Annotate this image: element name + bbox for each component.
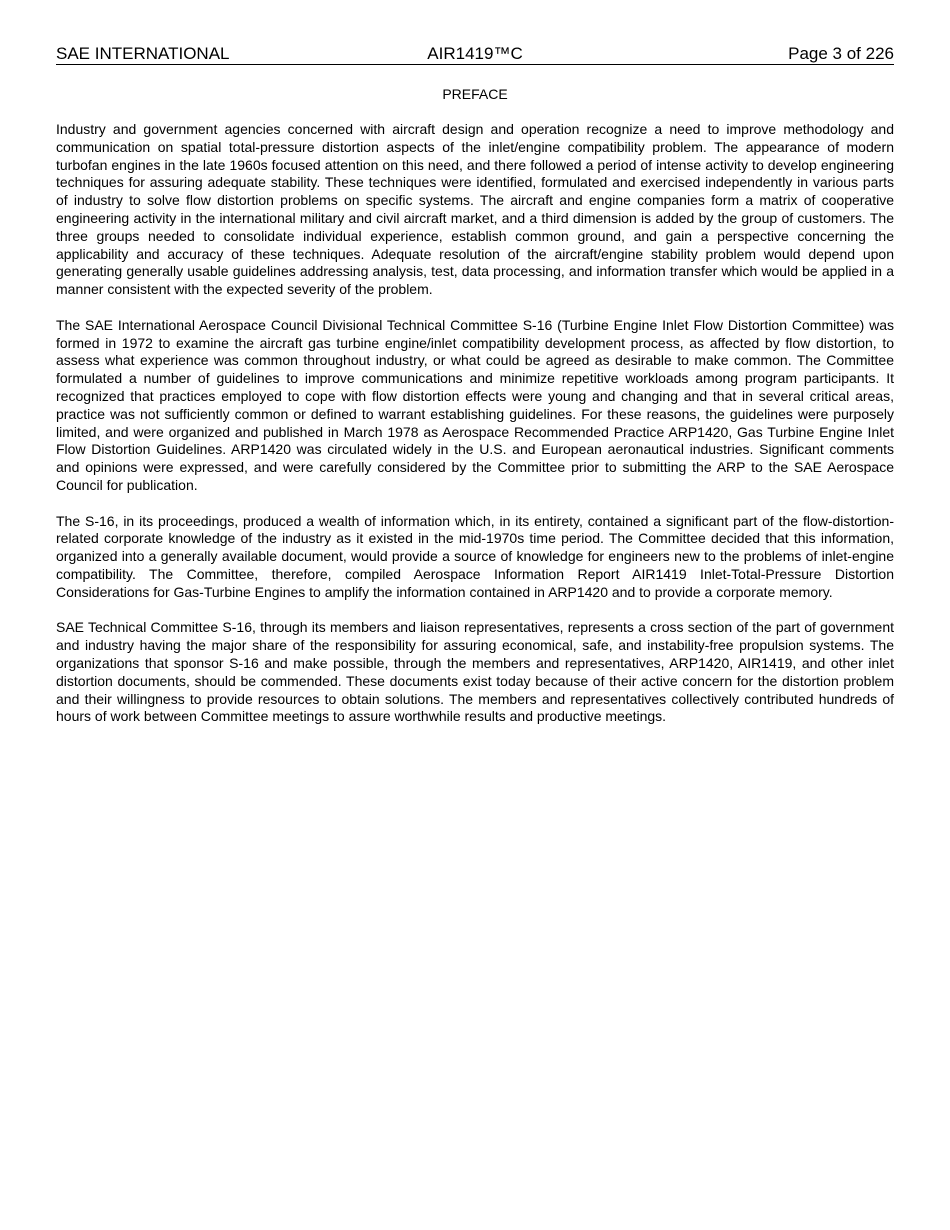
preface-paragraph-3: The S-16, in its proceedings, produced a wealth of information which, in its entirety, contained a significant part of the flow-distortion-related corporate knowledge of the industry as it existed in the mid-1970s time period. The Committee decided that this information, organized into a generally available document, would provide a source of knowledge for engineers new to the problems of inlet-engine compatibility. The Committee, therefore, compiled Aerospace Information Report AIR1419 Inlet-Total-Pressure Distortion Considerations for Gas-Turbine Engines to amplify the information contained in ARP1420 and to provide a corporate memory.	[56, 512, 894, 600]
preface-paragraph-1: Industry and government agencies concerned with aircraft design and operation recognize a need to improve methodology and communication on spatial total-pressure distortion aspects of the inlet/engine compatibility problem. The appearance of modern turbofan engines in the late 1960s focused attention on this need, and there followed a period of intense activity to develop engineering techniques for assuring adequate stability. These techniques were identified, formulated and exercised independently in various parts of industry to solve flow distortion problems on specific systems. The aircraft and engine companies form a matrix of cooperative engineering activity in the international military and civil aircraft market, and a third dimension is added by the group of customers. The three groups needed to consolidate individual experience, establish common ground, and gain a perspective concerning the applicability and accuracy of these techniques. Adequate resolution of the aircraft/engine stability problem would depend upon generating generally usable guidelines addressing analysis, test, data processing, and information transfer which would be applied in a manner consistent with the expected severity of the problem.	[56, 121, 894, 298]
section-title: PREFACE	[442, 86, 508, 102]
header-organization: SAE INTERNATIONAL	[56, 44, 230, 63]
header-page-number: Page 3 of 226	[788, 44, 894, 63]
header-document-id: AIR1419™C	[427, 44, 523, 63]
preface-paragraph-2: The SAE International Aerospace Council Divisional Technical Committee S-16 (Turbine Engine Inlet Flow Distortion Committee) was formed in 1972 to examine the aircraft gas turbine engine/inlet compatibility development process, as affected by flow distortion, to assess what experience was common throughout industry, or what could be agreed as desirable to make common. The Committee formulated a number of guidelines to improve communications and minimize repetitive workloads among program participants. It recognized that practices employed to cope with flow distortion effects were young and changing and that in several critical areas, practice was not sufficiently common or defined to warrant establishing guidelines. For these reasons, the guidelines were purposely limited, and were organized and published in March 1978 as Aerospace Recommended Practice ARP1420, Gas Turbine Engine Inlet Flow Distortion Guidelines. ARP1420 was circulated widely in the U.S. and European aeronautical industries. Significant comments and opinions were expressed, and were carefully considered by the Committee prior to submitting the ARP to the SAE Aerospace Council for publication.	[56, 316, 894, 493]
preface-paragraph-4: SAE Technical Committee S-16, through its members and liaison representatives, represents a cross section of the part of government and industry having the major share of the responsibility for assuring economical, safe, and instability-free propulsion systems. The organizations that sponsor S-16 and make possible, through the members and representatives, ARP1420, AIR1419, and other inlet distortion documents, should be commended. These documents exist today because of their active concern for the distortion problem and their willingness to provide resources to obtain solutions. The members and representatives collectively contributed hundreds of hours of work between Committee meetings to assure worthwhile results and productive meetings.	[56, 619, 894, 725]
page-header	[56, 44, 894, 65]
